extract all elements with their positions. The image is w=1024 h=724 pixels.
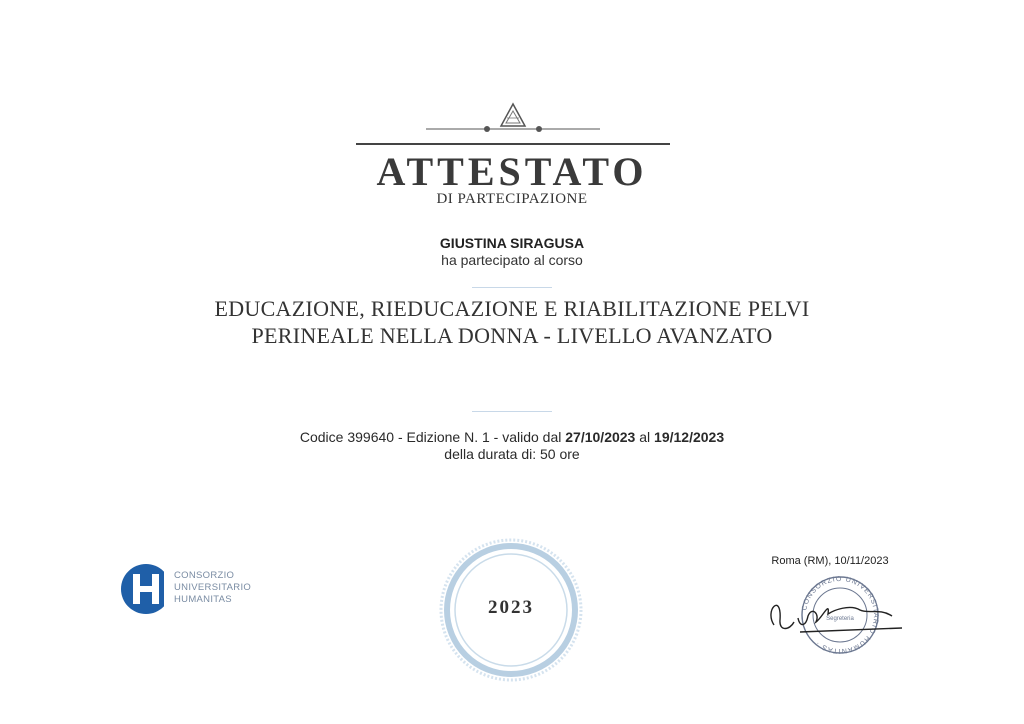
attended-label: ha partecipato al corso xyxy=(441,252,583,268)
logo-line-1: CONSORZIO xyxy=(174,570,235,581)
logo-line-2: UNIVERSITARIO xyxy=(174,582,252,593)
certificate-title: ATTESTATO xyxy=(376,149,648,194)
consorzio-logo xyxy=(120,562,260,618)
start-date: 27/10/2023 xyxy=(565,429,636,445)
official-stamp-signature-icon xyxy=(760,570,910,660)
header-ornament-icon xyxy=(356,100,670,148)
seal-year: 2023 xyxy=(488,597,534,618)
consorzio-humanitas-logo-icon xyxy=(120,562,172,616)
course-code-line xyxy=(0,429,1024,445)
divider-bottom xyxy=(472,411,552,412)
certificate-subtitle: DI PARTECIPAZIONE xyxy=(436,191,588,207)
recipient-name: GIUSTINA SIRAGUSA xyxy=(439,235,585,251)
place-date: Roma (RM), 10/11/2023 xyxy=(771,555,889,567)
consorzio-logo-text xyxy=(174,570,251,606)
course-title-line-2: PERINEALE NELLA DONNA - LIVELLO AVANZATO xyxy=(251,323,773,348)
logo-line-3: HUMANITAS xyxy=(174,594,232,605)
course-duration: della durata di: 50 ore xyxy=(444,446,580,462)
date-separator: al xyxy=(635,429,655,445)
svg-text:Segreteria: Segreteria xyxy=(826,616,854,622)
end-date: 19/12/2023 xyxy=(654,429,725,445)
course-title xyxy=(0,295,1024,349)
course-title-line-1: EDUCAZIONE, RIEDUCAZIONE E RIABILITAZIONE PELVI xyxy=(214,296,810,321)
divider-top xyxy=(472,287,552,288)
course-code: Codice 399640 - Edizione N. 1 - valido dal xyxy=(299,429,566,445)
svg-text:CONSORZIO UNIVERSITARIO HUMANI: CONSORZIO UNIVERSITARIO HUMANITAS · xyxy=(801,575,880,655)
